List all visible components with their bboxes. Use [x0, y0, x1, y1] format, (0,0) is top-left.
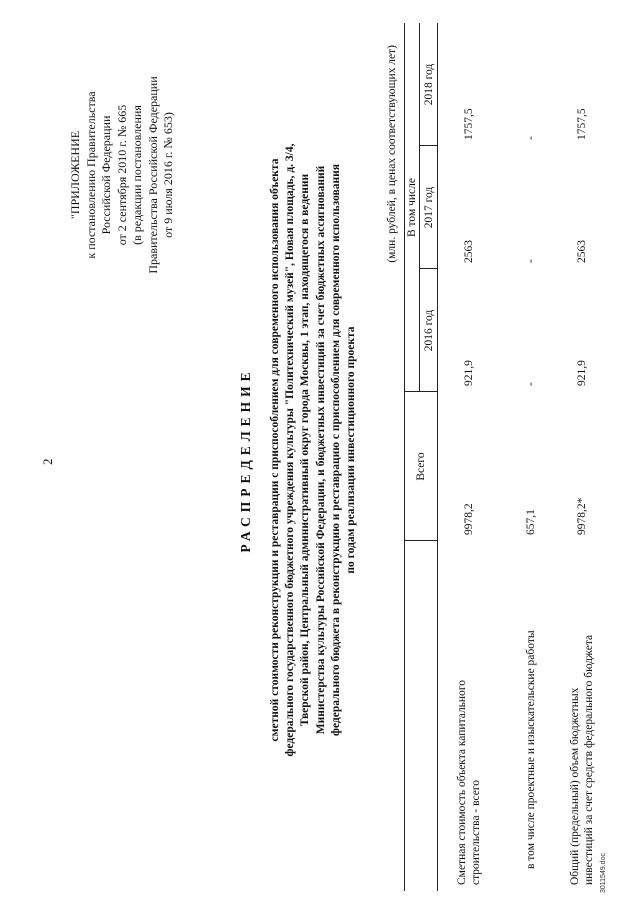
appendix-line: "ПРИЛОЖЕНИЕ	[68, 130, 82, 220]
row-2016: 921,9	[438, 269, 500, 392]
header-year-2016: 2016 год	[420, 269, 438, 392]
subtitle-line: сметной стоимости реконструкции и реставрации с приспособлением для современного использования объекта	[269, 158, 281, 742]
row-2018: 1757,5	[575, 108, 588, 140]
row-2017: -	[524, 259, 537, 263]
row-name-line: в том числе проектные и изыскательские работы	[524, 630, 537, 869]
table-row	[500, 24, 562, 892]
row-2018: 1757,5	[438, 24, 500, 147]
row-total: 9978,2*	[575, 497, 588, 535]
table-header-row	[405, 24, 420, 892]
row-name-line: строительства - всего	[469, 779, 482, 885]
appendix-line: от 9 июля 2016 г. № 653)	[161, 112, 175, 238]
document-title: РАСПРЕДЕЛЕНИЕ	[238, 367, 253, 553]
row-total: 657,1	[524, 509, 537, 535]
row-name	[438, 541, 500, 891]
table-row	[438, 24, 500, 892]
subtitle-line: по годам реализации инвестиционного проекта	[345, 326, 358, 574]
units-note: (млн. рублей, в ценах соответствующих лет)	[386, 45, 398, 263]
row-name-line: Сметная стоимость объекта капитального	[455, 679, 468, 885]
distribution-table	[404, 24, 602, 892]
header-including: В том числе	[405, 24, 420, 393]
row-name-line: Общий (предельный) объем бюджетных	[568, 687, 581, 885]
row-name	[562, 541, 602, 891]
subtitle-line: федерального бюджета в реконструкцию и реставрацию с приспособлением для современного использования	[329, 164, 342, 737]
file-name-footer: 3011549.doc	[600, 853, 607, 893]
row-name	[500, 541, 562, 891]
subtitle-line: Министерства культуры Российской Федерации, и бюджетных инвестиций за счет бюджетных ассигнований	[314, 165, 327, 735]
row-2016: 921,9	[575, 360, 588, 386]
document-subtitle	[268, 90, 359, 810]
appendix-line: к постановлению Правительства	[83, 91, 98, 259]
header-year-2018: 2018 год	[420, 24, 438, 147]
appendix-line: (в редакции постановления	[130, 105, 144, 245]
appendix-line: Российской Федерации	[99, 115, 113, 235]
header-name-cell	[405, 541, 438, 891]
appendix-line: от 2 сентября 2010 г. № 665	[114, 104, 129, 246]
subtitle-line: Тверской район, Центральный административный округ города Москвы, 1 этап, находящегося в ведении	[299, 173, 312, 727]
row-2018: -	[524, 136, 537, 140]
header-year-2017: 2017 год	[420, 146, 438, 269]
row-name-line: инвестиций за счет средств федерального бюджета	[582, 634, 595, 885]
row-2017: 2563	[575, 240, 588, 263]
page-number: 2	[40, 458, 55, 465]
appendix-line: Правительства Российской Федерации	[145, 76, 160, 274]
header-total: Всего	[405, 392, 438, 541]
row-2017: 2563	[438, 146, 500, 269]
appendix-block	[68, 10, 177, 340]
subtitle-line: федерального государственного бюджетного учреждения культуры "Политехнический музей", Новая площадь, д. 3/4,	[284, 143, 297, 757]
row-total: 9978,2	[438, 392, 500, 541]
row-2016: -	[524, 382, 537, 386]
table-row	[562, 24, 602, 892]
